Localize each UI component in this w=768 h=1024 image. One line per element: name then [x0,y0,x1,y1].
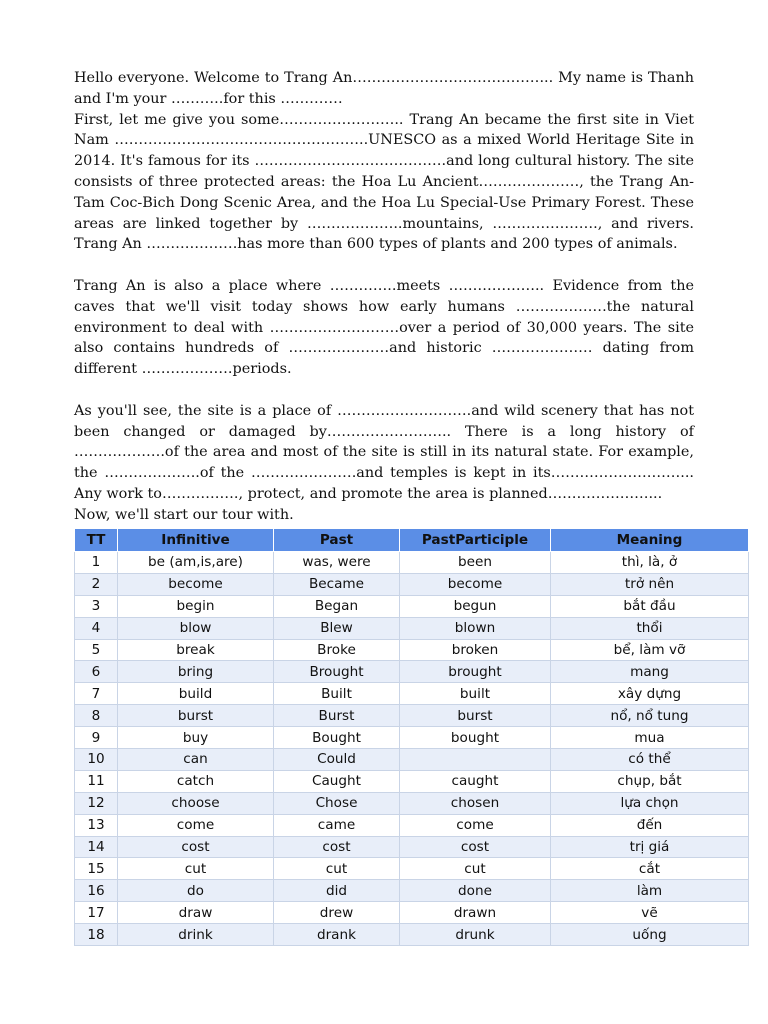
cell-infinitive: blow [118,617,274,639]
cell-past-participle: blown [400,617,551,639]
cell-past: did [274,880,400,902]
cell-past: Built [274,683,400,705]
header-infinitive: Infinitive [118,529,274,552]
cell-infinitive: catch [118,770,274,792]
cell-past: Could [274,749,400,771]
cell-meaning: có thể [551,749,749,771]
cell-infinitive: burst [118,705,274,727]
cell-meaning: trị giá [551,836,749,858]
cell-past-participle: cost [400,836,551,858]
cell-past-participle: drawn [400,902,551,924]
cell-meaning: thổi [551,617,749,639]
cell-infinitive: choose [118,792,274,814]
cell-past: Brought [274,661,400,683]
table-row [75,727,749,749]
cell-infinitive: be (am,is,are) [118,552,274,574]
cell-past: came [274,814,400,836]
cell-tt: 18 [75,924,118,946]
table-row [75,924,749,946]
table-row [75,705,749,727]
cell-tt: 3 [75,595,118,617]
cell-past: cost [274,836,400,858]
irregular-verbs-table [74,528,749,946]
paragraph-spacer [74,255,694,276]
cell-past-participle: drunk [400,924,551,946]
cell-meaning: vẽ [551,902,749,924]
table-row [75,858,749,880]
cell-infinitive: do [118,880,274,902]
cell-past: Began [274,595,400,617]
cell-infinitive: cut [118,858,274,880]
cell-past-participle: caught [400,770,551,792]
paragraph-history: Trang An is also a place where …………..meets ……………….. Evidence from the caves that we'll visit today shows how early humans ……………….the natural environment to deal with ………………………over a period of 30,000 years. The site also contains hundreds of …………………and historic ………………… dating from different ……………….periods. [74,277,694,378]
header-past-participle: PastParticiple [400,529,551,552]
cell-past-participle: cut [400,858,551,880]
cell-meaning: xây dựng [551,683,749,705]
cell-past-participle: done [400,880,551,902]
cell-tt: 14 [75,836,118,858]
paragraph-spacer [74,380,694,401]
cell-meaning: mang [551,661,749,683]
table-header-row [75,529,749,552]
table-row [75,770,749,792]
cell-infinitive: become [118,573,274,595]
table-row [75,880,749,902]
cell-tt: 5 [75,639,118,661]
cell-meaning: thì, là, ở [551,552,749,574]
table-row [75,814,749,836]
paragraph-tour-start: Now, we'll start our tour with. [74,506,294,523]
cell-infinitive: buy [118,727,274,749]
cell-tt: 4 [75,617,118,639]
cell-tt: 8 [75,705,118,727]
cell-tt: 1 [75,552,118,574]
cell-tt: 15 [75,858,118,880]
cell-past-participle: burst [400,705,551,727]
cell-past-participle: broken [400,639,551,661]
cell-past: drew [274,902,400,924]
table-row [75,661,749,683]
cell-tt: 6 [75,661,118,683]
cell-past: Caught [274,770,400,792]
table-row [75,749,749,771]
cell-tt: 13 [75,814,118,836]
cell-tt: 11 [75,770,118,792]
paragraph-facts: First, let me give you some…………………….. Trang An became the first site in Viet Nam ……………………………………………..UNESCO as a mixed World Heritage Site in 2014. It's famous for its ………………………………….and long cultural history. The site consists of three protected areas: the Hoa Lu Ancient…………………, the Trang An-Tam Coc-Bich Dong Scenic Area, and the Hoa Lu Special-Use Primary Forest. These areas are linked together by ………………..mountains, …………………., and rivers. Trang An ……………….has more than 600 types of plants and 200 types of animals. [74,111,694,253]
cell-past-participle: built [400,683,551,705]
table-row [75,639,749,661]
cell-meaning: làm [551,880,749,902]
table-row [75,595,749,617]
cell-past: Broke [274,639,400,661]
passage [74,68,694,526]
cell-past: Chose [274,792,400,814]
cell-past: cut [274,858,400,880]
cell-past-participle: begun [400,595,551,617]
cell-infinitive: draw [118,902,274,924]
cell-meaning: chụp, bắt [551,770,749,792]
cell-meaning: uống [551,924,749,946]
cell-meaning: mua [551,727,749,749]
cell-past: Became [274,573,400,595]
cell-meaning: bể, làm vỡ [551,639,749,661]
cell-past-participle: bought [400,727,551,749]
paragraph-scenery: As you'll see, the site is a place of ……………………….and wild scenery that has not been changed or damaged by…………………….. There is a long history of ……………….of the area and most of the site is still in its natural state. For example, the ………………..of the ………………….and temples is kept in its………………………... Any work to……………., protect, and promote the area is planned…………………... [74,402,694,502]
cell-infinitive: come [118,814,274,836]
cell-past: drank [274,924,400,946]
cell-past-participle: been [400,552,551,574]
table-row [75,617,749,639]
cell-past-participle [400,749,551,771]
cell-infinitive: drink [118,924,274,946]
cell-meaning: lựa chọn [551,792,749,814]
cell-tt: 7 [75,683,118,705]
cell-past: Burst [274,705,400,727]
cell-past-participle: become [400,573,551,595]
cell-past: was, were [274,552,400,574]
table-body [75,552,749,946]
cell-meaning: đến [551,814,749,836]
cell-tt: 9 [75,727,118,749]
cell-meaning: cắt [551,858,749,880]
cell-tt: 16 [75,880,118,902]
header-past: Past [274,529,400,552]
verb-table-container [74,528,748,946]
paragraph-intro: Hello everyone. Welcome to Trang An…………………………………... My name is Thanh and I'm your ………..for this …………. [74,70,694,107]
cell-past-participle: chosen [400,792,551,814]
cell-past-participle: brought [400,661,551,683]
header-meaning: Meaning [551,529,749,552]
table-row [75,902,749,924]
cell-tt: 12 [75,792,118,814]
cell-past-participle: come [400,814,551,836]
cell-meaning: nổ, nổ tung [551,705,749,727]
cell-infinitive: can [118,749,274,771]
cell-past: Blew [274,617,400,639]
table-row [75,683,749,705]
cell-infinitive: break [118,639,274,661]
table-row [75,573,749,595]
cell-meaning: trở nên [551,573,749,595]
cell-tt: 17 [75,902,118,924]
cell-tt: 10 [75,749,118,771]
table-row [75,792,749,814]
cell-infinitive: build [118,683,274,705]
cell-infinitive: begin [118,595,274,617]
header-tt: TT [75,529,118,552]
cell-past: Bought [274,727,400,749]
cell-tt: 2 [75,573,118,595]
cell-infinitive: bring [118,661,274,683]
table-row [75,836,749,858]
cell-meaning: bắt đầu [551,595,749,617]
table-row [75,552,749,574]
cell-infinitive: cost [118,836,274,858]
